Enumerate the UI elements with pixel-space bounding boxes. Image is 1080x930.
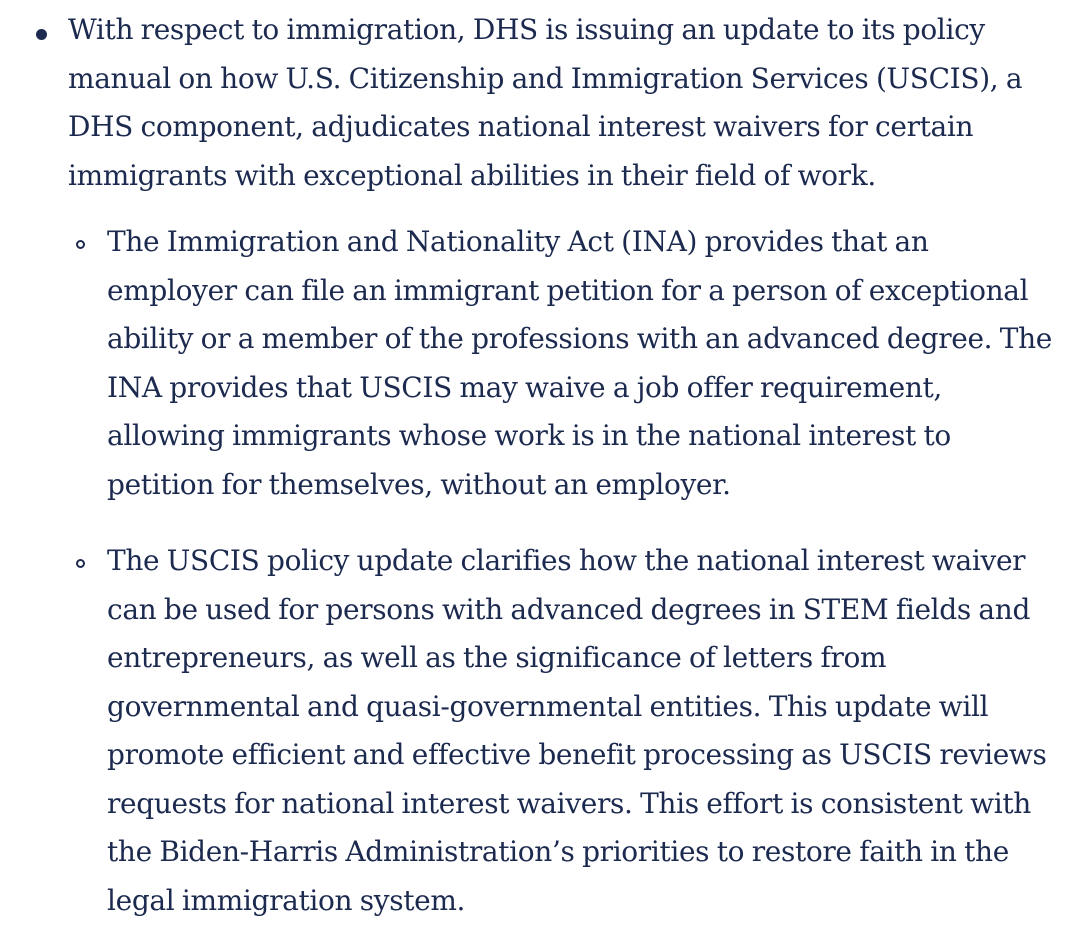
- bullet-disc-icon: [36, 29, 47, 40]
- text-line: promote efficient and effective benefit processing as USCIS reviews: [107, 738, 1047, 771]
- text-line: allowing immigrants whose work is in the national interest to: [107, 419, 951, 452]
- text-line: petition for themselves, without an employer.: [107, 467, 731, 501]
- text-line: legal immigration system.: [107, 883, 466, 917]
- text-line: DHS component, adjudicates national interest waivers for certain: [68, 110, 974, 143]
- bullet-circle-icon: [76, 559, 85, 568]
- text-line: employer can file an immigrant petition for a person of exceptional: [107, 273, 1029, 307]
- sub-bullet-ina: [107, 218, 1072, 509]
- text-line: The USCIS policy update clarifies how the national interest waiver: [107, 544, 1026, 577]
- bullet-circle-icon: [76, 240, 85, 249]
- sub-bullet-uscis-policy: [107, 537, 1072, 925]
- text-line: entrepreneurs, as well as the significance of letters from: [107, 641, 887, 674]
- text-line: immigrants with exceptional abilities in their field of work.: [68, 158, 876, 192]
- text-line: requests for national interest waivers. This effort is consistent with: [107, 786, 1031, 820]
- text-line: INA provides that USCIS may waive a job offer requirement,: [107, 370, 942, 404]
- main-bullet-text: [68, 6, 1068, 200]
- text-line: With respect to immigration, DHS is issuing an update to its policy: [68, 13, 985, 46]
- text-line: manual on how U.S. Citizenship and Immigration Services (USCIS), a: [68, 61, 1023, 95]
- text-line: ability or a member of the professions with an advanced degree. The: [107, 322, 1053, 355]
- text-line: the Biden-Harris Administration’s priorities to restore faith in the: [107, 835, 1009, 868]
- text-line: can be used for persons with advanced degrees in STEM fields and: [107, 592, 1031, 626]
- text-line: The Immigration and Nationality Act (INA) provides that an: [107, 225, 929, 258]
- text-line: governmental and quasi-governmental entities. This update will: [107, 689, 989, 723]
